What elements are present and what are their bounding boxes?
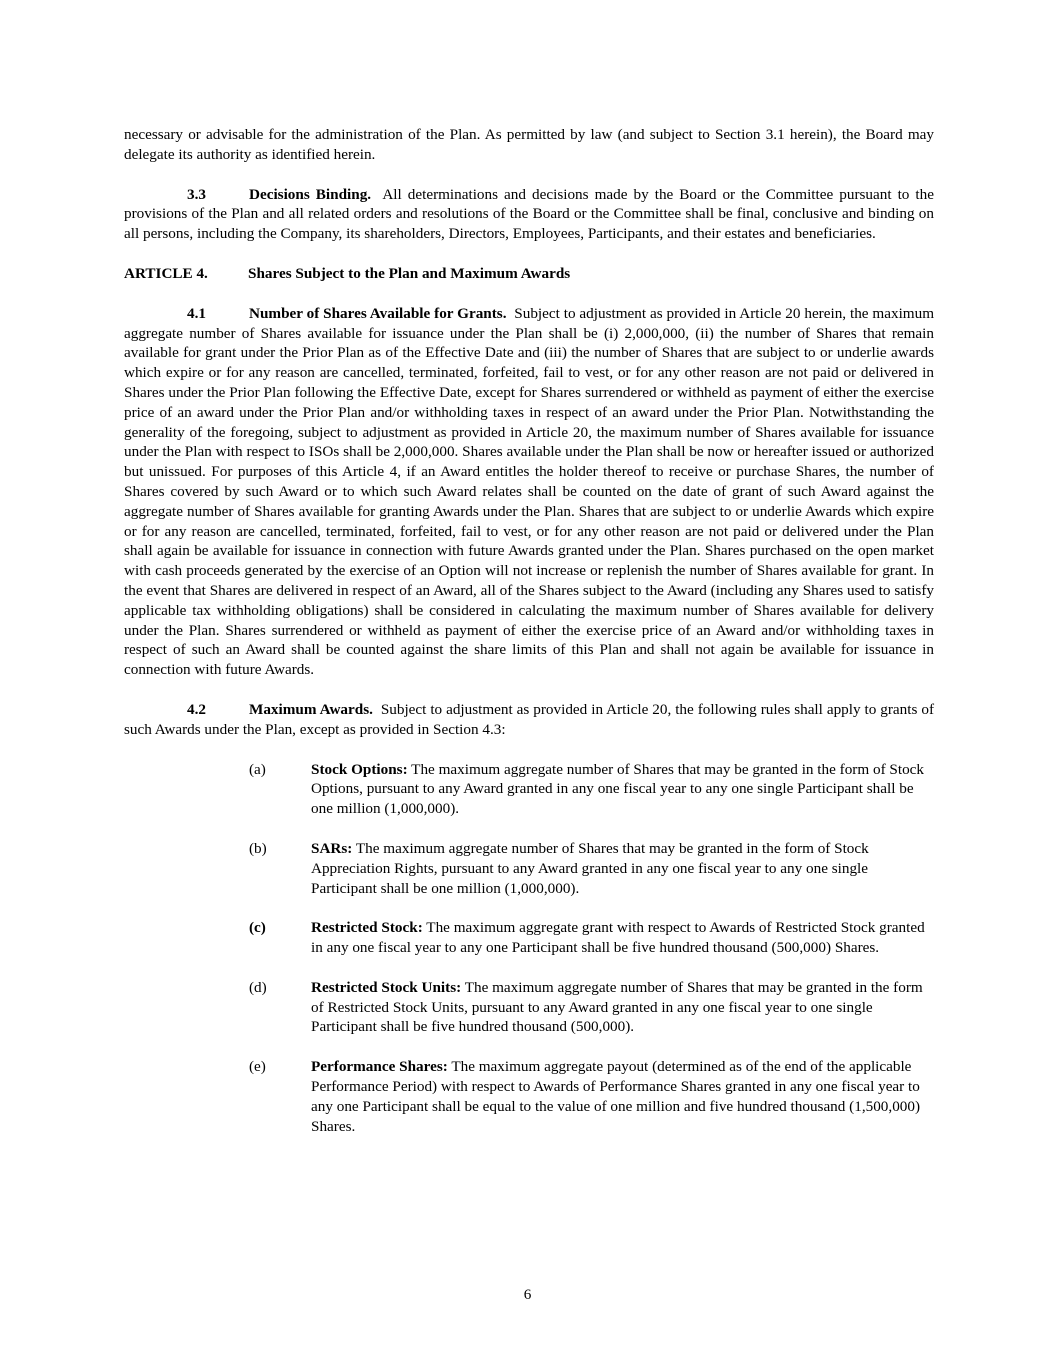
document-page <box>124 125 934 1136</box>
list-item-letter: (d) <box>249 978 267 996</box>
list-item-sars <box>249 839 934 898</box>
list-item-title: SARs: <box>311 839 353 857</box>
list-item-body: The maximum aggregate payout (determined as of the end of the applicable Performance Period) with respect to Awards of Performance Shares granted in any one fiscal year to any one Participant shall be equal to the value of one million and five hundred thousand (1,500,000) Shares. <box>311 1058 921 1135</box>
section-3-3-number: 3.3 <box>187 185 206 203</box>
section-3-3-body: All determinations and decisions made by the Board or the Committee pursuant to the provisions of the Plan and all related orders and resolutions of the Board or the Committee shall be final, conclusive and binding on all persons, including the Company, its shareholders, Directors, Employees, Participants, and their estates and beneficiaries. <box>124 185 934 243</box>
list-item-letter: (e) <box>249 1058 266 1076</box>
section-4-2-title: Maximum Awards. <box>249 700 373 718</box>
article-4-heading <box>124 264 934 284</box>
article-4-number: ARTICLE 4. <box>124 264 208 282</box>
list-item-body: The maximum aggregate number of Shares that may be granted in the form of Stock Options, pursuant to any Award granted in any one fiscal year to any one single Participant shall be one million (1,000,000). <box>311 760 925 818</box>
list-item-title: Stock Options: <box>311 760 408 778</box>
list-item-restricted-stock <box>249 918 934 958</box>
article-4-title: Shares Subject to the Plan and Maximum Awards <box>248 264 571 282</box>
list-item-letter: (a) <box>249 760 266 778</box>
intro-paragraph: necessary or advisable for the administration of the Plan. As permitted by law (and subject to Section 3.1 herein), the Board may delegate its authority as identified herein. <box>124 126 934 163</box>
list-item-stock-options <box>249 760 934 819</box>
section-3-3-title: Decisions Binding. <box>249 185 372 203</box>
list-item-performance-shares <box>249 1057 934 1136</box>
section-3-3 <box>124 185 934 244</box>
list-item-title: Performance Shares: <box>311 1058 448 1076</box>
list-item-body: The maximum aggregate number of Shares that may be granted in the form of Stock Appreciation Rights, pursuant to any Award granted in any one fiscal year to any one single Participant shall be one million (1,000,000). <box>311 839 869 897</box>
section-4-2 <box>124 700 934 740</box>
list-item-letter: (c) <box>249 919 266 937</box>
section-4-1-number: 4.1 <box>187 304 206 322</box>
section-4-1 <box>124 304 934 680</box>
page-footer <box>0 1285 1055 1305</box>
section-4-2-number: 4.2 <box>187 700 206 718</box>
list-item-body: The maximum aggregate number of Shares that may be granted in the form of Restricted Stock Units, pursuant to any Award granted in any one fiscal year to one single Participant shall be five hundred thousand (500,000). <box>311 978 923 1036</box>
section-4-1-title: Number of Shares Available for Grants. <box>249 304 507 322</box>
list-item-body: The maximum aggregate grant with respect to Awards of Restricted Stock granted in any one fiscal year to any one Participant shall be five hundred thousand (500,000) Shares. <box>311 919 925 957</box>
list-item-title: Restricted Stock Units: <box>311 978 462 996</box>
section-4-1-body: Subject to adjustment as provided in Article 20 herein, the maximum aggregate number of Shares available for issuance under the Plan shall be (i) 2,000,000, (ii) the number of Shares that remain available for grant under the Prior Plan as of the Effective Date and (iii) the number of Shares that are subject to or underlie awards which expire or for any reason are cancelled, terminated, forfeited, fail to vest, or for any other reason are not paid or delivered in Shares under the Prior Plan following the Effective Date, except for Shares surrendered or withheld as payment of either the exercise price of an award under the Prior Plan and/or withholding taxes in respect of an award under the Prior Plan. Notwithstanding the generality of the foregoing, subject to adjustment as provided in Article 20, the maximum number of Shares available for issuance under the Plan with respect to ISOs shall be 2,000,000. Shares available under the Plan shall be now or hereafter issued or authorized but unissued. For purposes of this Article 4, if an Award entitles the holder thereof to receive or purchase Shares, the number of Shares covered by such Award or to which such Award relates shall be counted on the date of grant of such Award against the aggregate number of Shares available for granting Awards under the Plan. Shares that are subject to or underlie Awards which expire or for any reason are cancelled, terminated, forfeited, fail to vest, or for any other reason are not paid or delivered under the Plan shall again be available for issuance in connection with future Awards granted under the Plan. Shares purchased on the open market with cash proceeds generated by the exercise of an Option will not increase or replenish the number of Shares available for grant. In the event that Shares are delivered in respect of an Award, all of the Shares subject to the Award (including any Shares used to satisfy applicable tax withholding obligations) shall be considered in calculating the maximum number of Shares available for delivery under the Plan. Shares surrendered or withheld as payment of either the exercise price of an Award and/or withholding taxes in respect of such an Award shall be counted against the share limits of this Plan and shall not again be available for issuance in connection with future Awards. <box>124 304 935 679</box>
list-item-title: Restricted Stock: <box>311 919 423 937</box>
list-item-restricted-stock-units <box>249 978 934 1037</box>
section-4-2-body: Subject to adjustment as provided in Article 20, the following rules shall apply to grants of such Awards under the Plan, except as provided in Section 4.3: <box>124 700 935 738</box>
page-number: 6 <box>523 1286 532 1303</box>
list-item-letter: (b) <box>249 839 267 857</box>
